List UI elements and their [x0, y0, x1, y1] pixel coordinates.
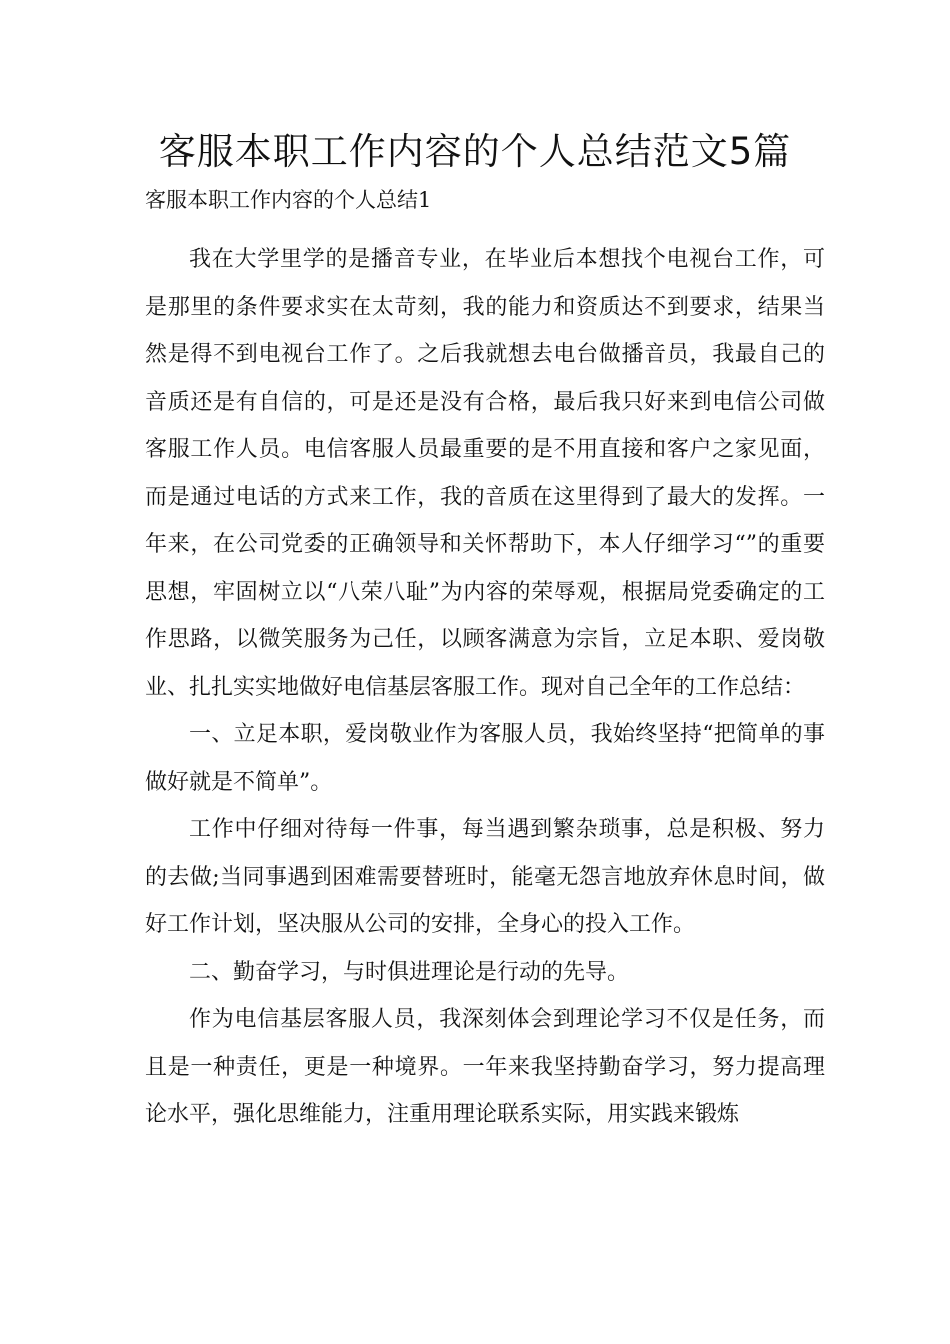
paragraph-work-detail: 工作中仔细对待每一件事，每当遇到繁杂琐事，总是积极、努力的去做;当同事遇到困难需要替班时，能毫无怨言地放弃休息时间，做好工作计划，坚决服从公司的安排，全身心的投入工作。: [145, 817, 825, 937]
document-body: [145, 236, 825, 1139]
paragraph-intro: 我在大学里学的是播音专业，在毕业后本想找个电视台工作，可是那里的条件要求实在太苛刻，我的能力和资质达不到要求，结果当然是得不到电视台工作了。之后我就想去电台做播音员，我最自己的音质还是有自信的，可是还是没有合格，最后我只好来到电信公司做客服工作人员。电信客服人员最重要的是不用直接和客户之家见面，而是通过电话的方式来工作，我的音质在这里得到了最大的发挥。一年来，在公司党委的正确领导和关怀帮助下，本人仔细学习“”的重要思想，牢固树立以“八荣八耻”为内容的荣辱观，根据局党委确定的工作思路，以微笑服务为己任，以顾客满意为宗旨，立足本职、爱岗敬业、扎扎实实地做好电信基层客服工作。现对自己全年的工作总结：: [145, 247, 825, 700]
paragraph-section-two: 二、勤奋学习，与时俱进理论是行动的先导。: [189, 959, 630, 985]
paragraph-section-one: 一、立足本职，爱岗敬业作为客服人员，我始终坚持“把简单的事做好就是不简单”。: [145, 722, 825, 795]
paragraph-study: 作为电信基层客服人员，我深刻体会到理论学习不仅是任务，而且是一种责任，更是一种境界。一年来我坚持勤奋学习，努力提高理论水平，强化思维能力，注重用理论联系实际，用实践来锻炼: [145, 1007, 825, 1127]
document-title: 客服本职工作内容的个人总结范文5篇: [158, 130, 792, 173]
section-subtitle: 客服本职工作内容的个人总结1: [145, 188, 432, 212]
